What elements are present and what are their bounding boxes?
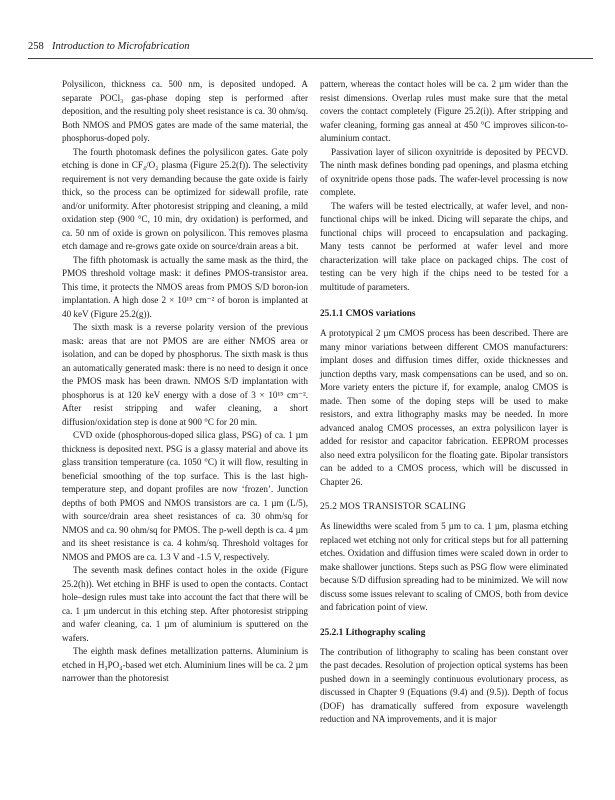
paragraph: As linewidths were scaled from 5 µm to ca. 1 µm, plasma etching replaced wet etching not only for critical steps but for all patterning etches. Oxidation and diffusion times were scaled down in order to make shallower junctions. Steps such as PSG flow were eliminated because S/D diffusion spreading had to be minimized. We will now discuss some issues relevant to scaling of CMOS, both from device and fabrication point of view. xyxy=(320,521,568,612)
paragraph: The fourth photomask defines the polysilicon gates. Gate poly etching is done in CF₄/O₂ plasma (Figure 25.2(f)). The selectivity requirement is not very demanding because the gate oxide is fairly thick, so the process can be optimized for sidewall profile, rate and/or uniformity. After photoresist stripping and cleaning, a mild oxidation step (900 °C, 10 min, dry oxidation) is performed, and ca. 50 nm of oxide is grown on polysilicon. This removes plasma etch damage and re-grows gate oxide on source/drain areas a bit. xyxy=(62,146,308,251)
paragraph: Passivation layer of silicon oxynitride is deposited by PECVD. The ninth mask defines bonding pad openings, and plasma etching of oxynitride opens those pads. The wafer-level processing is now complete. xyxy=(320,146,568,197)
paragraph: The eighth mask defines metallization patterns. Aluminium is etched in H₃PO₄-based wet etch. Aluminium lines will be ca. 2 µm narrower than the photoresist xyxy=(62,646,308,683)
paragraph: pattern, whereas the contact holes will be ca. 2 µm wider than the resist dimensions. Overlap rules must make sure that the metal covers the contact completely (Figure 25.2(i)). After stripping and wafer cleaning, forming gas anneal at 450 °C improves silicon-to-aluminium contact. xyxy=(320,79,568,143)
page-number: 258 xyxy=(28,41,44,52)
paragraph: The seventh mask defines contact holes in the oxide (Figure 25.2(h)). Wet etching in BHF is used to open the contacts. Contact hole–design rules must take into account the fact that there will be ca. 1 µm undercut in this etching step. After photoresist stripping and wafer cleaning, ca. 1 µm of aluminium is sputtered on the wafers. xyxy=(62,565,308,643)
section-heading: 25.2.1 Lithography scaling xyxy=(320,627,426,638)
paragraph: The sixth mask is a reverse polarity version of the previous mask: areas that are not PMOS are are either NMOS area or isolation, and can be doped by phosphorus. The sixth mask is thus an automatically generated mask: there is no need to design it once the PMOS mask has been drawn. NMOS S/D implantation with phosphorus is at 120 keV energy with a dose of 3 × 10¹⁵ cm⁻². After resist stripping and wafer cleaning, a short diffusion/oxidation step is done at 900 °C for 20 min. xyxy=(62,322,308,427)
paragraph: The wafers will be tested electrically, at wafer level, and non-functional chips will be inked. Dicing will separate the chips, and functional chips will proceed to encapsulation and packaging. Many tests cannot be performed at wafer level and more characterization will take place on packaged chips. The cost of testing can be very high if the chips need to be tested for a multitude of parameters. xyxy=(320,200,568,292)
running-title: Introduction to Microfabrication xyxy=(52,41,190,52)
paragraph: The contribution of lithography to scaling has been constant over the past decades. Resolution of projection optical systems has been pushed down in a seemingly continuous evolutionary process, as discussed in Chapter 9 (Equations (9.4) and (9.5)). Depth of focus (DOF) has dramatically suffered from exposure wavelength reduction and NA improvements, and it is major xyxy=(320,646,568,724)
left-column xyxy=(62,78,308,686)
paragraph: CVD oxide (phosphorous-doped silica glass, PSG) of ca. 1 µm thickness is deposited next. PSG is a glassy material and above its glass transition temperature (ca. 1050 °C) it will flow, resulting in beneficial smoothing of the top surface. This is the last high-temperature step, and dopant profiles are now ‘frozen’. Junction depths of both PMOS and NMOS transistors are ca. 1 µm (L/5), with source/drain area sheet resistances of ca. 30 ohm/sq for NMOS and ca. 90 ohm/sq for PMOS. The p-well depth is ca. 4 µm and its sheet resistance is ca. 4 kohm/sq. Threshold voltages for NMOS and PMOS are ca. 1.3 V and -1.5 V, respectively. xyxy=(62,430,308,562)
section-heading: 25.2 MOS TRANSISTOR SCALING xyxy=(320,502,467,512)
right-column xyxy=(320,78,568,727)
paragraph: The fifth photomask is actually the same mask as the third, the PMOS threshold voltage mask: it defines PMOS-transistor area. This time, it protects the NMOS areas from PMOS S/D boron-ion implantation. A high dose 2 × 10¹⁵ cm⁻² of boron is implanted at 40 keV (Figure 25.2(g)). xyxy=(62,254,308,319)
section-heading: 25.1.1 CMOS variations xyxy=(320,309,416,319)
running-header xyxy=(28,40,593,59)
paragraph: A prototypical 2 µm CMOS process has been described. There are many minor variations between different CMOS manufacturers: implant doses and diffusion times differ, oxide thicknesses and junction depths vary, mask compensations can be used, and so on. More variety enters the picture if, for example, analog CMOS is made. Then some of the doping steps will be used to make resistors, and extra lithography masks may be needed. In more advanced analog CMOS processes, an extra polysilicon layer is added for resistor and capacitor fabrication. EEPROM processes also need extra polysilicon for the floating gate. Bipolar transistors can be added to a CMOS process, which will be discussed in Chapter 26. xyxy=(320,328,568,487)
paragraph: Polysilicon, thickness ca. 500 nm, is deposited undoped. A separate POCl₃ gas-phase doping step is performed after deposition, and the resulting poly sheet resistance is ca. 30 ohm/sq. Both NMOS and PMOS gates are made of the same material, the phosphorus-doped poly. xyxy=(62,79,308,143)
